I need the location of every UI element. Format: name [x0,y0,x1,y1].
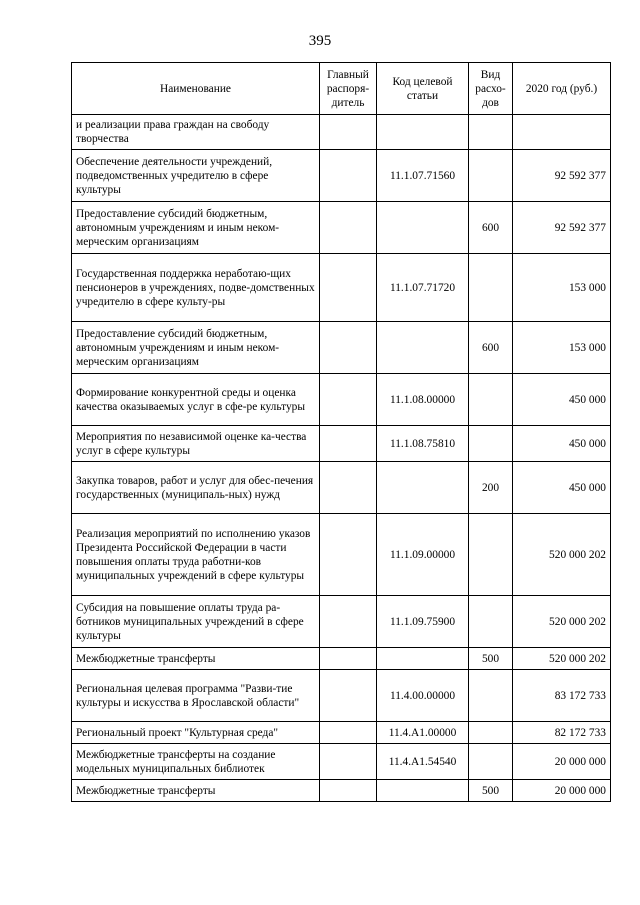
row-code: 11.1.07.71720 [377,254,469,322]
row-code: 11.4.A1.54540 [377,744,469,780]
table-header-row [72,63,611,115]
table-row [72,254,611,322]
table-row [72,722,611,744]
row-expense-type: 500 [469,648,513,670]
row-manager [320,514,377,596]
table-row [72,426,611,462]
row-name: Межбюджетные трансферты [72,648,320,670]
table-row [72,596,611,648]
row-code: 11.1.08.75810 [377,426,469,462]
row-code: 11.1.07.71560 [377,150,469,202]
row-code: 11.1.09.75900 [377,596,469,648]
row-manager [320,150,377,202]
row-amount: 520 000 202 [513,596,611,648]
row-amount: 450 000 [513,426,611,462]
table-row [72,202,611,254]
row-amount: 92 592 377 [513,202,611,254]
row-expense-type [469,150,513,202]
row-amount: 92 592 377 [513,150,611,202]
row-code [377,115,469,150]
row-expense-type: 600 [469,202,513,254]
row-code: 11.4.A1.00000 [377,722,469,744]
row-expense-type [469,115,513,150]
row-amount: 450 000 [513,374,611,426]
table-row [72,150,611,202]
row-name: Субсидия на повышение оплаты труда ра-ботников муниципальных учреждений в сфере культуры [72,596,320,648]
row-name: Мероприятия по независимой оценке ка-чества услуг в сфере культуры [72,426,320,462]
table-row [72,462,611,514]
header-amount: 2020 год (руб.) [513,63,611,115]
row-expense-type: 200 [469,462,513,514]
row-manager [320,596,377,648]
row-amount: 83 172 733 [513,670,611,722]
header-manager: Главный распоря-дитель [320,63,377,115]
row-expense-type [469,596,513,648]
row-amount [513,115,611,150]
row-manager [320,426,377,462]
row-manager [320,780,377,802]
row-name: Реализация мероприятий по исполнению указов Президента Российской Федерации в части повышения оплаты труда работни-ков муниципальных учреждений в сфере культуры [72,514,320,596]
row-name: Обеспечение деятельности учреждений, подведомственных учредителю в сфере культуры [72,150,320,202]
header-name: Наименование [72,63,320,115]
row-name: Предоставление субсидий бюджетным, автономным учреждениям и иным неком-мерческим организациям [72,202,320,254]
table-row [72,780,611,802]
row-manager [320,322,377,374]
row-name: Предоставление субсидий бюджетным, автономным учреждениям и иным неком-мерческим организациям [72,322,320,374]
budget-table [71,62,611,802]
row-expense-type: 600 [469,322,513,374]
row-manager [320,744,377,780]
row-expense-type [469,254,513,322]
table-row [72,115,611,150]
row-code: 11.4.00.00000 [377,670,469,722]
row-code [377,648,469,670]
row-expense-type [469,744,513,780]
row-manager [320,722,377,744]
row-code: 11.1.08.00000 [377,374,469,426]
row-amount: 520 000 202 [513,648,611,670]
row-expense-type [469,722,513,744]
page-number: 395 [308,33,332,49]
row-amount: 450 000 [513,462,611,514]
row-code [377,780,469,802]
row-name: Государственная поддержка неработаю-щих пенсионеров в учреждениях, подве-домственных учредителю в сфере культу-ры [72,254,320,322]
row-amount: 153 000 [513,254,611,322]
row-expense-type [469,426,513,462]
row-code: 11.1.09.00000 [377,514,469,596]
table-row [72,374,611,426]
table-row [72,514,611,596]
row-name: Межбюджетные трансферты на создание модельных муниципальных библиотек [72,744,320,780]
row-amount: 520 000 202 [513,514,611,596]
row-code [377,202,469,254]
row-expense-type: 500 [469,780,513,802]
row-name: Формирование конкурентной среды и оценка качества оказываемых услуг в сфе-ре культуры [72,374,320,426]
table-row [72,322,611,374]
header-code: Код целевой статьи [377,63,469,115]
row-name: Региональная целевая программа "Разви-тие культуры и искусства в Ярославской области" [72,670,320,722]
row-amount: 20 000 000 [513,744,611,780]
row-amount: 153 000 [513,322,611,374]
row-manager [320,374,377,426]
row-amount: 82 172 733 [513,722,611,744]
row-manager [320,648,377,670]
row-manager [320,115,377,150]
table-row [72,648,611,670]
row-amount: 20 000 000 [513,780,611,802]
row-code [377,322,469,374]
row-manager [320,670,377,722]
table-row [72,744,611,780]
row-expense-type [469,670,513,722]
row-expense-type [469,514,513,596]
row-manager [320,462,377,514]
row-manager [320,202,377,254]
row-manager [320,254,377,322]
row-name: и реализации права граждан на свободу творчества [72,115,320,150]
table-body [72,115,611,802]
row-name: Региональный проект "Культурная среда" [72,722,320,744]
row-name: Межбюджетные трансферты [72,780,320,802]
table-row [72,670,611,722]
header-expense-type: Вид расхо-дов [469,63,513,115]
row-name: Закупка товаров, работ и услуг для обес-печения государственных (муниципаль-ных) нужд [72,462,320,514]
row-code [377,462,469,514]
row-expense-type [469,374,513,426]
